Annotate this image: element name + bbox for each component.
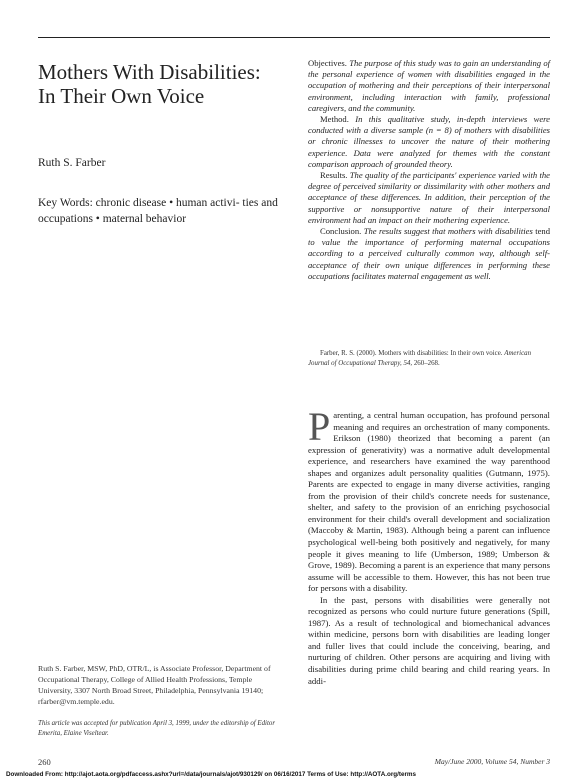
abstract-results [308,170,550,226]
objectives-text: The purpose of this study was to gain an understanding of the personal experience of women with disabilities engaged in the occupation of mothering and their perceptions of their interpersonal environment, including interaction with family, professional caregivers, and the community. [308,58,550,113]
results-text: The quality of the participants' experience varied with the degree of perceived similarity or dissimilarity with other mothers and acceptance of these differences. In addition, their perception of the supportive or nonsupportive nature of their interpersonal environment had an impact on their mothering experience. [308,170,550,225]
citation [308,349,550,368]
acceptance-note: This article was accepted for publication April 3, 1999, under the editorship of Editor Emerita, Elaine Viseltear. [38,720,276,737]
abstract-method [308,114,550,170]
method-text: In this qualitative study, in-depth interviews were conducted with a diverse sample (n = 8) of mothers with disabilities or chronic illnesses to uncover the nature of their mothering experience. Data were analyzed for themes with the constant comparison approach of grounded theory. [308,114,550,169]
author-name: Ruth S. Farber [38,157,106,169]
body-paragraph-1-text: arenting, a central human occupation, has profound personal meaning and requires an orchestration of many components. Erikson (1980) theorized that becoming a parent (an expression of generativity) was a normative adult developmental experience, and researchers have examined the way parenthood shapes and organizes adult personality qualities (Gutmann, 1975). Parents are expected to engage in many diverse activities, ranging from the provision of their child's concrete needs for sustenance, shelter, and safety to the provision of an enriching psychosocial environment for their child's overall development and socialization (Maccoby & Martin, 1983). Although being a parent can influence psychological well-being both positively and negatively, for many people it gives meaning to life (Umberson, 1989; Umberson & Grove, 1989). Becoming a parent is an experience that many persons assume will be accessible to them. However, this has not been true for persons with a disability. [308,410,550,594]
conclusion-label: Conclusion. [320,226,362,237]
citation-pages: 260–268. [413,359,440,367]
drop-cap: P [308,404,331,449]
top-rule [38,37,550,38]
citation-text: Farber, R. S. (2000). Mothers with disabilities: In their own voice. [320,350,503,357]
citation-journal: American Journal of Occupational Therapy, 54, [308,350,532,367]
affiliation-text: Ruth S. Farber, MSW, PhD, OTR/L, is Associate Professor, Department of Occupational Therapy, College of Allied Health Professions, Temple University, 3307 North Broad Street, Philadelphia, Pennsylvania 19140; rfarber@vm.temple.edu. [38,664,271,706]
method-label: Method. [320,114,349,125]
page-number: 260 [38,757,51,767]
conclusion-text-1: The results suggest that mothers with disabilities [363,226,533,237]
conclusion-text-2: to value the importance of performing maternal occupations according to a perceived culturally common way, although self-acceptance of their own unique differences in performing these occupations facilitates maternal engagement as well. [308,237,550,281]
body-text [308,404,550,687]
author-affiliation [38,663,288,707]
abstract-conclusion [308,226,550,282]
abstract [308,58,550,282]
download-line: Downloaded From: http://ajot.aota.org/pdfaccess.ashx?url=/data/journals/ajot/930129/ on 06/16/2017 Terms of Use: http://AOTA.org/terms [6,771,417,778]
body-paragraph-1 [308,404,550,595]
article-title: Mothers With Disabilities: In Their Own Voice [38,60,261,108]
body-paragraph-2: In the past, persons with disabilities were generally not recognized as persons who could nurture future generations (Spill, 1987). As a result of technological and biomechanical advances within medicine, persons born with disabilities are leading longer and fuller lives that could include the conceiving, bearing, and nurturing of children. Other persons are acquiring and living with disabilities during prime child bearing and child rearing years. In addi- [308,594,550,686]
key-words: Key Words: chronic disease • human activi- ties and occupations • maternal behavior [38,197,278,225]
conclusion-tend: tend [535,226,551,237]
objectives-label: Objectives. [308,58,347,68]
abstract-objectives [308,58,550,114]
results-label: Results. [320,170,348,181]
journal-reference: May/June 2000, Volume 54, Number 3 [434,757,550,766]
